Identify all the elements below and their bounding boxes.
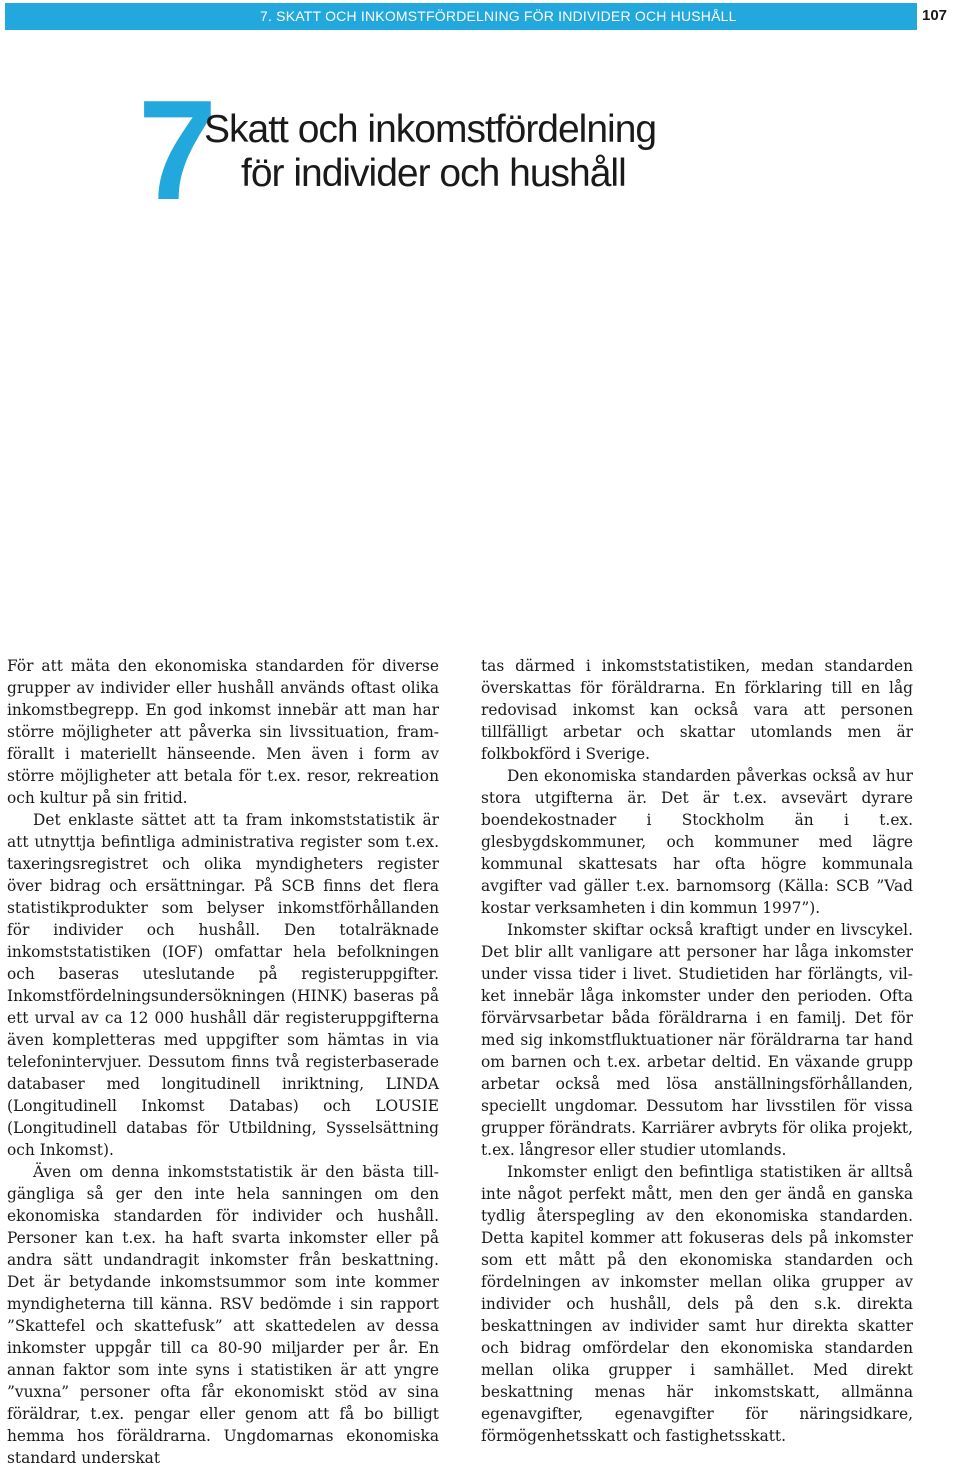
paragraph: Inkomster skiftar också kraftigt under en livscykel. Det blir allt vanligare att personer har låga inkomster under vissa tider i livet. Studietiden har förlängts, vilket innebär låga inkomster under den perioden. Ofta förvärvsarbetar båda föräldrarna i en familj. Det för med sig inkomstfluktuationer när föräldrarna tar hand om barnen och t.ex. arbetar deltid. En växande grupp arbetar också med lösa anställningsförhållanden, speciellt ungdomar. Dessutom har livsstilen för vissa grupper förändrats. Karriärer avbryts för olika projekt, t.ex. långresor eller studier utomlands. bbox=[481, 921, 913, 1159]
running-header-title: 7. SKATT OCH INKOMSTFÖRDELNING FÖR INDIVIDER OCH HUSHÅLL bbox=[260, 8, 737, 24]
paragraph: tas därmed i inkomststatistiken, medan standarden överskattas för föräldrarna. En förklaring till en låg redovisad inkomst kan också vara att personen tillfälligt arbetar och skattar utomlands men är folkbokförd i Sverige. bbox=[481, 657, 913, 763]
paragraph: För att mäta den ekonomiska standarden för diverse grupper av individer eller hushåll används oftast olika inkomstbegrepp. En god inkomst innebär att man har större möjligheter att påverka sin livssituation, framförallt i materiellt hänseende. Men även i form av större möjligheter att betala för t.ex. resor, rekreation och kultur på sin fritid. bbox=[7, 657, 439, 807]
paragraph: Även om denna inkomststatistik är den bästa tillgängliga så ger den inte hela sanningen om den ekonomiska standarden för individer och hushåll. Personer kan t.ex. ha haft svarta inkomster eller på andra sätt undandragit inkomster från beskattning. Det är betydande inkomstsummor som inte kommer myndigheterna till känna. RSV bedömde i sin rapport ”Skattefel och skattefusk” att skattedelen av dessa inkomster uppgår till ca 80-90 miljarder per år. En annan faktor som inte syns i statistiken är att yngre ”vuxna” personer ofta får ekonomiskt stöd av sina föräldrar, t.ex. pengar eller genom att få bo billigt hemma hos föräldrarna. Ungdomarnas ekonomiska standard underskat bbox=[7, 1163, 439, 1467]
paragraph: Inkomster enligt den befintliga statistiken är alltså inte något perfekt mått, men den ger ändå en ganska tydlig återspegling av den ekonomiska standarden. Detta kapitel kommer att fokuseras dels på inkomster som ett mått på den ekonomiska standarden och fördelningen av inkomster mellan olika grupper av individer och hushåll, dels på den s.k. direkta beskattningen av individer samt hur direkta skatter och bidrag omfördelar den ekonomiska standarden mellan olika grupper i samhället. Med direkt beskattning menas här inkomstskatt, allmänna egenavgifter, egenavgifter för näringsidkare, förmögenhetsskatt och fastighetsskatt. bbox=[481, 1163, 913, 1445]
chapter-number: 7 bbox=[138, 71, 211, 230]
running-header-bar bbox=[5, 3, 917, 30]
right-text-column bbox=[481, 655, 913, 1447]
left-text-column bbox=[7, 655, 439, 1469]
chapter-title bbox=[204, 108, 724, 196]
paragraph: Det enklaste sättet att ta fram inkomststatistik är att utnyttja befintliga administrativa register som t.ex. taxeringsregistret och olika myndigheters register över bidrag och ersättningar. På SCB finns det flera statistikprodukter som belyser inkomstförhållanden för individer och hushåll. Den totalräknade inkomststatistiken (IOF) omfattar hela befolkningen och baseras uteslutande på registeruppgifter. Inkomstfördelningsundersökningen (HINK) baseras på ett urval av ca 12 000 hushåll där registeruppgifterna även kompletteras med uppgifter som hämtas in via telefonintervjuer. Dessutom finns två registerbaserade databaser med longitudinell inriktning, LINDA (Longitudinell Inkomst Databas) och LOUSIE (Longitudinell databas för Utbildning, Sysselsättning och Inkomst). bbox=[7, 811, 439, 1159]
chapter-title-line-1: Skatt och inkomstfördelning bbox=[204, 108, 657, 151]
paragraph: Den ekonomiska standarden påverkas också av hur stora utgifterna är. Det är t.ex. avsevärt dyrare boendekostnader i Stockholm än i t.ex. glesbygdskommuner, och kommuner med lägre kommunal skattesats har ofta högre kommunala avgifter vad gäller t.ex. barnomsorg (Källa: SCB ”Vad kostar verksamheten i din kommun 1997”). bbox=[481, 767, 913, 917]
chapter-title-line-2: för individer och hushåll bbox=[241, 152, 626, 195]
page-number: 107 bbox=[922, 7, 948, 24]
